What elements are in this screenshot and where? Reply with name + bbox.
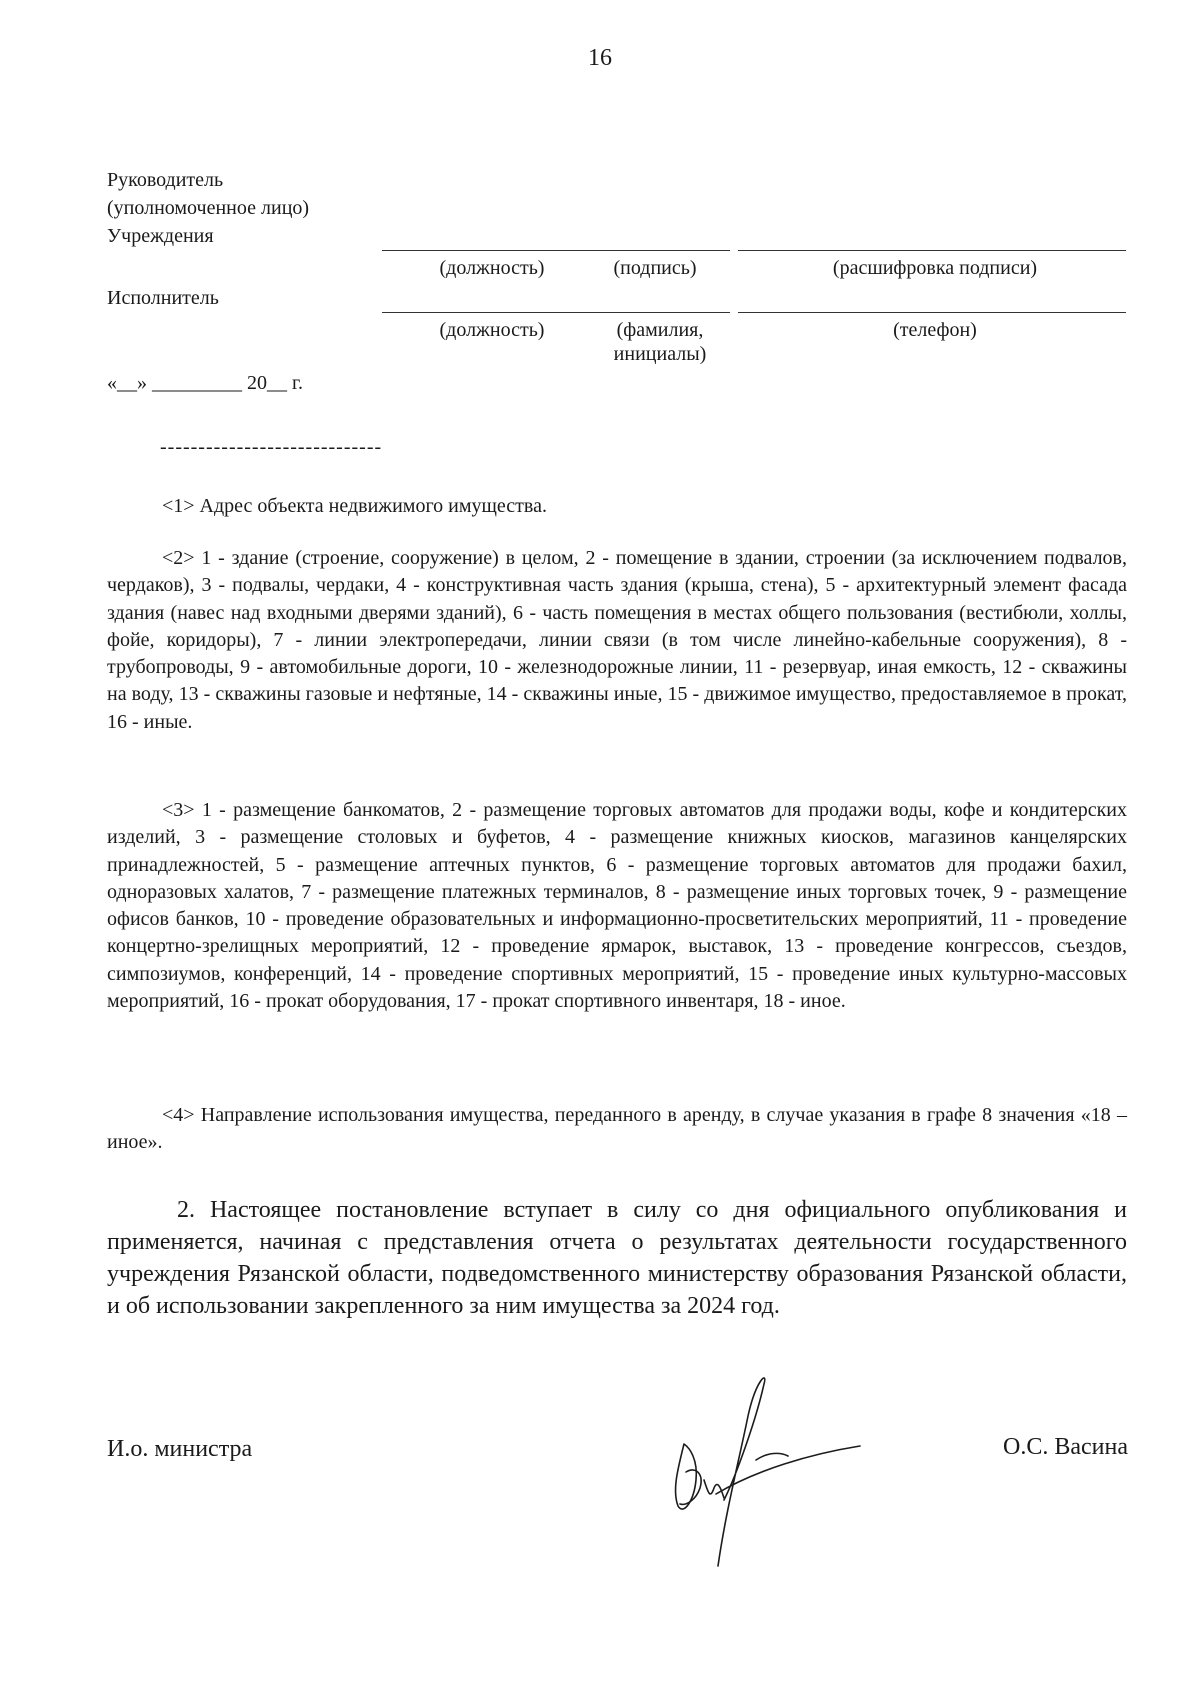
executor-name-caption: (фамилия, инициалы)	[613, 319, 707, 365]
executor-label: Исполнитель	[107, 287, 219, 309]
executor-position-caption: (должность)	[439, 319, 545, 341]
head-signature-decoding-line	[738, 250, 1126, 251]
head-signature-decoding-caption: (расшифровка подписи)	[832, 257, 1038, 279]
footnote-separator: -----------------------------	[160, 436, 383, 458]
executor-phone-caption: (телефон)	[893, 319, 977, 341]
head-label: Руководитель	[107, 169, 224, 191]
head-position-signature-line	[382, 250, 730, 251]
footnote-2: <2> 1 - здание (строение, сооружение) в целом, 2 - помещение в здании, строении (за исключением подвалов, чердаков), 3 - подвалы, чердаки, 4 - конструктивная часть здания (крыша, стена), 5 - архитектурный элемент фасада здания (навес над входными дверями зданий), 6 - часть помещения в местах общего пользования (вестибюли, холлы, фойе, коридоры), 7 - линии электропередачи, линии связи (в том числе линейно-кабельные сооружения), 8 - трубопроводы, 9 - автомобильные дороги, 10 - железнодорожные линии, 11 - резервуар, иная емкость, 12 - скважины на воду, 13 - скважины газовые и нефтяные, 14 - скважины иные, 15 - движимое имущество, предоставляемое в прокат, 16 - иные.	[107, 547, 1127, 733]
handwritten-signature	[660, 1360, 890, 1570]
signatory-role: И.о. министра	[107, 1436, 253, 1462]
head-signature-caption: (подпись)	[613, 257, 697, 279]
executor-position-name-line	[382, 312, 730, 313]
footnote-4: <4> Направление использования имущества, переданного в аренду, в случае указания в графе 8 значения «18 – иное».	[107, 1104, 1127, 1154]
institution-label: Учреждения	[107, 225, 214, 247]
date-line: «__» _________ 20__ г.	[107, 372, 303, 394]
authorized-person-label: (уполномоченное лицо)	[107, 197, 310, 219]
executor-phone-line	[738, 312, 1126, 313]
main-clause: 2. Настоящее постановление вступает в силу со дня официального опубликования и применяется, начиная с представления отчета о результатах деятельности государственного учреждения Рязанской области, подведомственного министерству образования Рязанской области, и об использовании закрепленного за ним имущества за 2024 год.	[107, 1197, 1127, 1319]
page-number: 16	[588, 45, 612, 71]
footnote-1: <1> Адрес объекта недвижимого имущества.	[162, 495, 547, 517]
head-position-caption: (должность)	[439, 257, 545, 279]
footnote-3: <3> 1 - размещение банкоматов, 2 - размещение торговых автоматов для продажи воды, кофе и кондитерских изделий, 3 - размещение столовых и буфетов, 4 - размещение книжных киосков, магазинов канцелярских принадлежностей, 5 - размещение аптечных пунктов, 6 - размещение торговых автоматов для продажи бахил, одноразовых халатов, 7 - размещение платежных терминалов, 8 - размещение иных торговых точек, 9 - размещение офисов банков, 10 - проведение образовательных и информационно-просветительских мероприятий, 11 - проведение концертно-зрелищных мероприятий, 12 - проведение ярмарок, выставок, 13 - проведение конгрессов, съездов, симпозиумов, конференций, 14 - проведение спортивных мероприятий, 15 - проведение иных культурно-массовых мероприятий, 16 - прокат оборудования, 17 - прокат спортивного инвентаря, 18 - иное.	[107, 799, 1127, 1013]
signatory-name: О.С. Васина	[1003, 1434, 1128, 1460]
